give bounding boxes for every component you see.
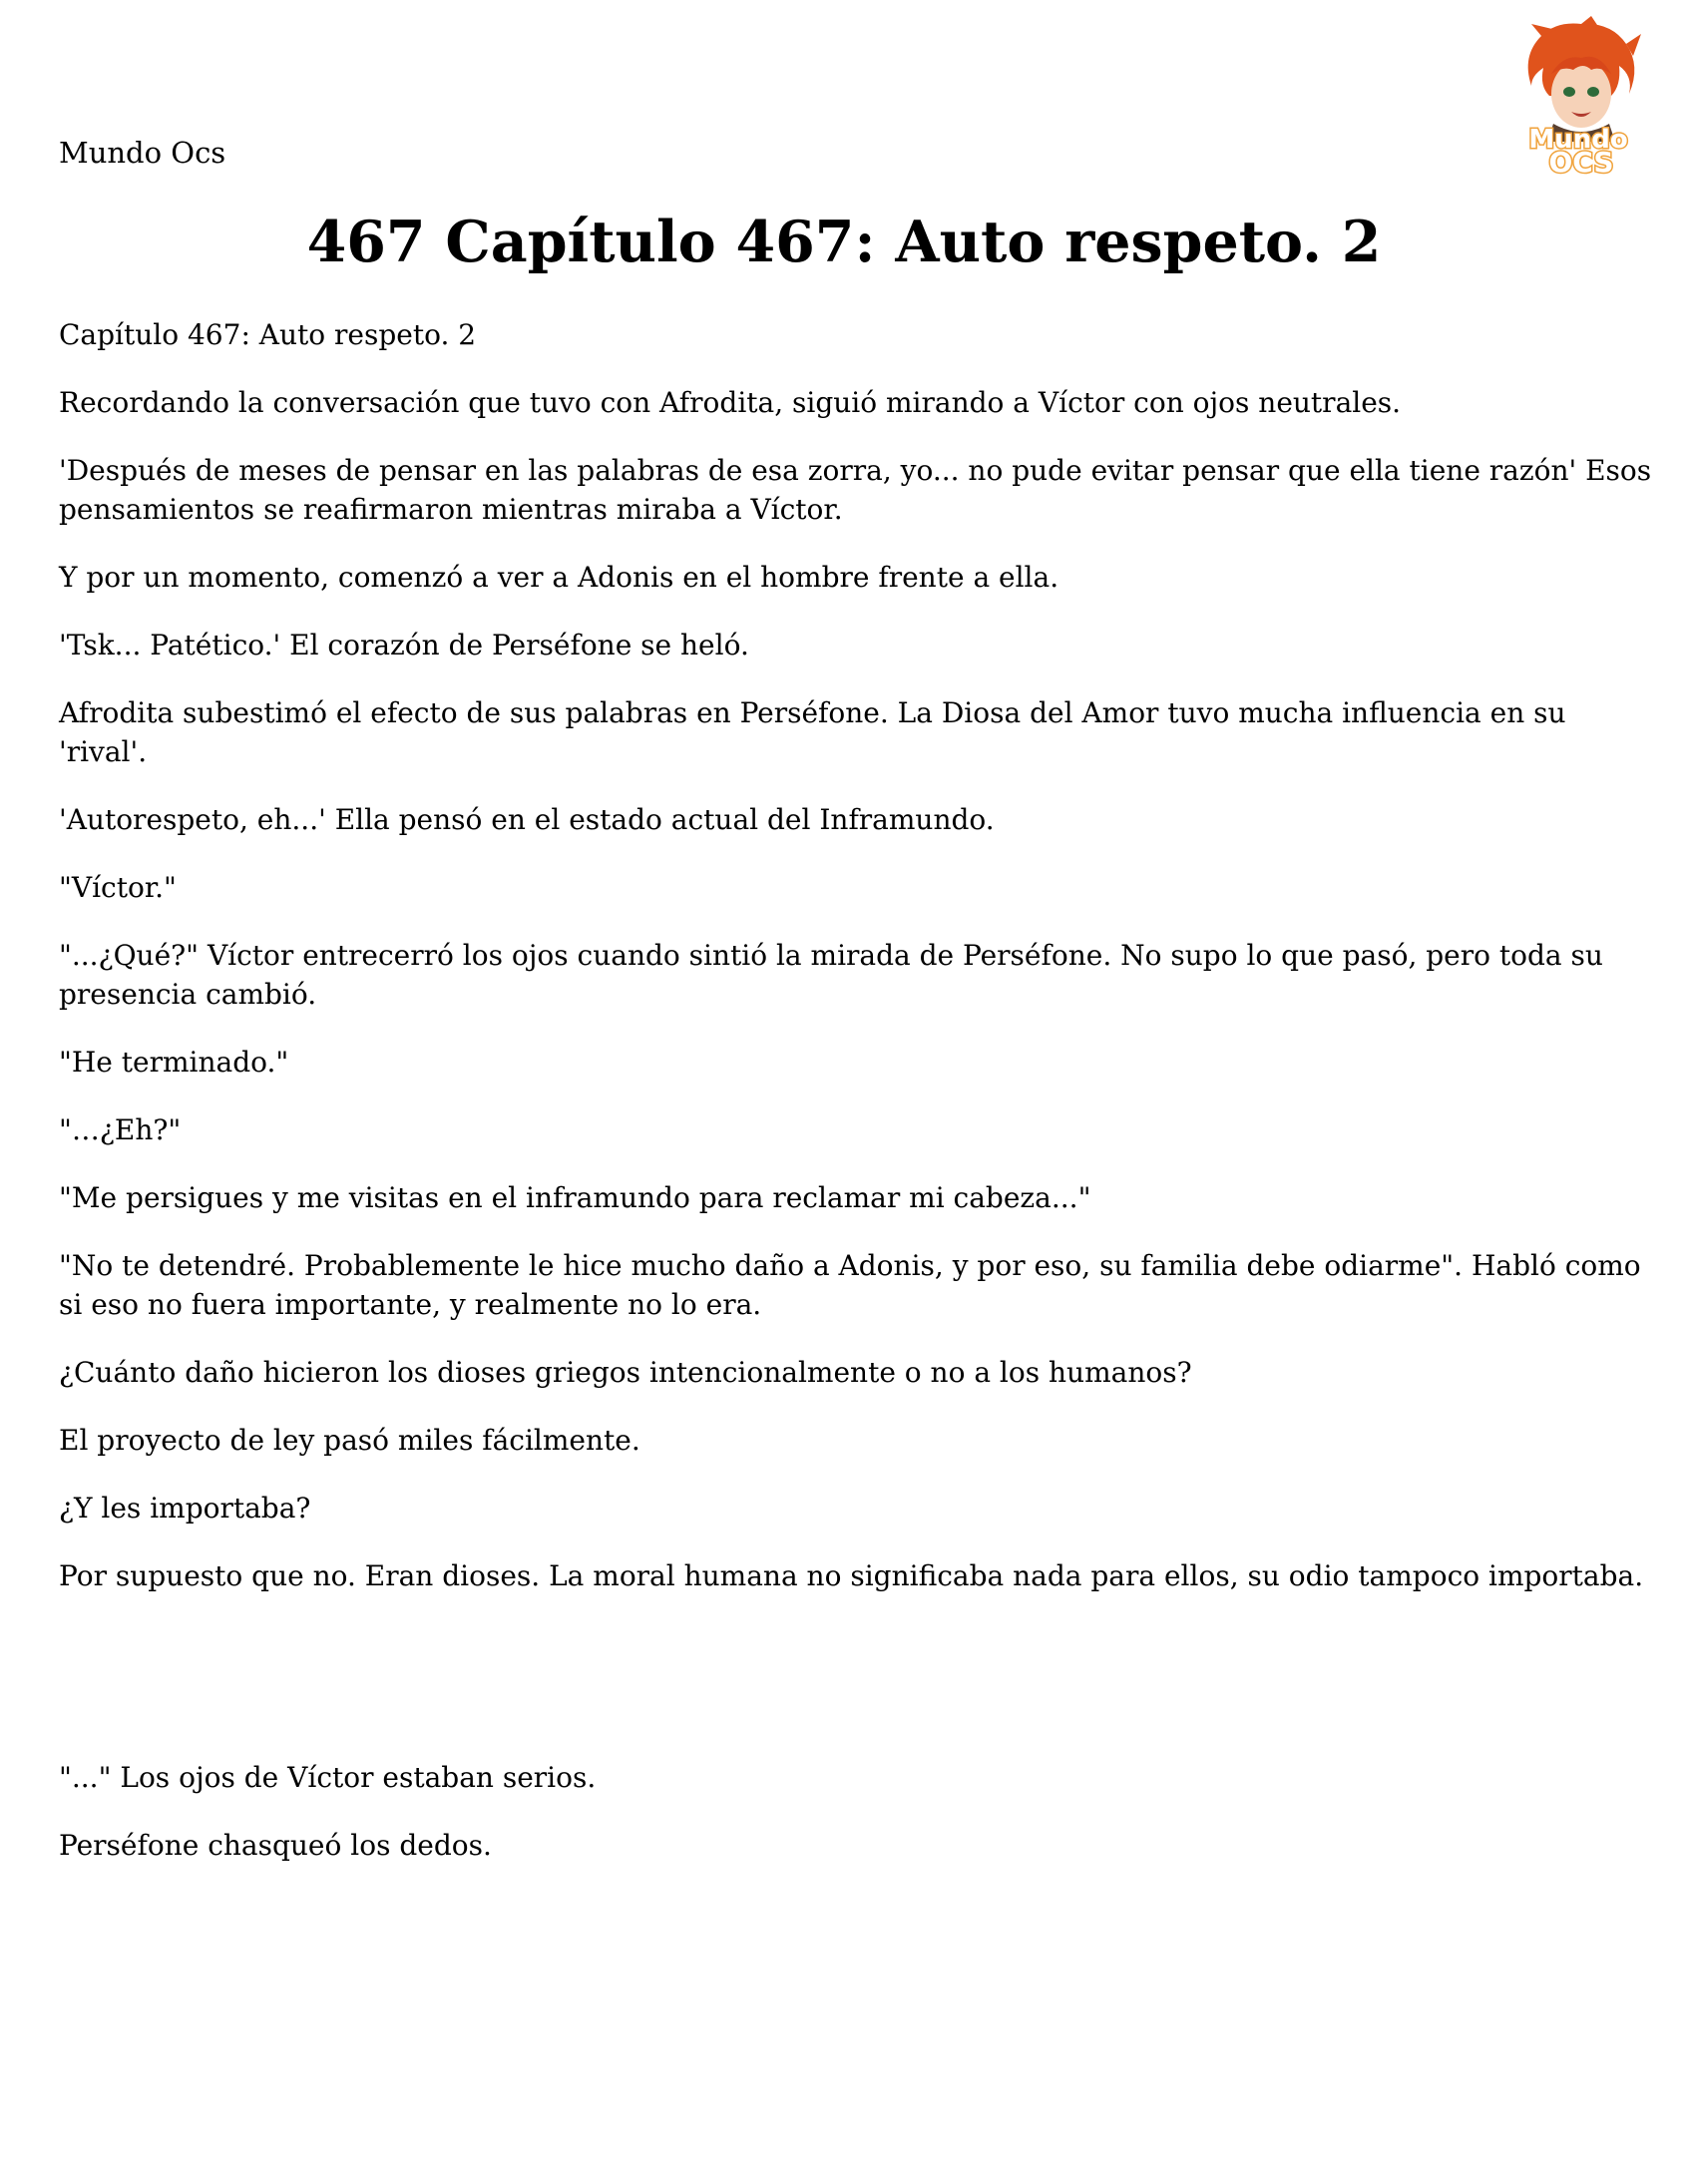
- paragraph: 'Autorespeto, eh...' Ella pensó en el estado actual del Inframundo.: [59, 803, 995, 836]
- paragraph: ¿Y les importaba?: [59, 1492, 311, 1525]
- paragraph: Por supuesto que no. Eran dioses. La moral humana no significaba nada para ellos, su odio tampoco importaba.: [59, 1559, 1644, 1592]
- paragraph: 'Después de meses de pensar en las palabras de esa zorra, yo... no pude evitar pensar que ella tiene razón' Esos pensamientos se reafirmaron mientras miraba a Víctor.: [59, 454, 1652, 526]
- paragraph: "...¿Qué?" Víctor entrecerró los ojos cuando sintió la mirada de Perséfone. No supo lo que pasó, pero toda su presencia cambió.: [59, 939, 1603, 1011]
- paragraph: Perséfone chasqueó los dedos.: [59, 1829, 492, 1862]
- paragraph: "Víctor.": [59, 871, 177, 904]
- logo-text-top: Mundo: [1528, 125, 1628, 155]
- paragraph: ¿Cuánto daño hicieron los dioses griegos intencionalmente o no a los humanos?: [59, 1356, 1192, 1389]
- logo-text-bottom: OCS: [1548, 146, 1614, 178]
- paragraph: Y por un momento, comenzó a ver a Adonis en el hombre frente a ella.: [59, 561, 1059, 594]
- paragraph: "Me persigues y me visitas en el inframundo para reclamar mi cabeza...": [59, 1181, 1091, 1214]
- paragraph: "..." Los ojos de Víctor estaban serios.: [59, 1761, 597, 1794]
- paragraph: "…¿Eh?": [59, 1113, 182, 1146]
- paragraph: El proyecto de ley pasó miles fácilmente.: [59, 1424, 640, 1457]
- paragraph: Capítulo 467: Auto respeto. 2: [59, 318, 477, 351]
- paragraph: Afrodita subestimó el efecto de sus palabras en Perséfone. La Diosa del Amor tuvo mucha influencia en su 'rival'.: [59, 696, 1566, 768]
- chapter-title: 467 Capítulo 467: Auto respeto. 2: [306, 209, 1382, 275]
- paragraph: Recordando la conversación que tuvo con Afrodita, siguió mirando a Víctor con ojos neutrales.: [59, 386, 1402, 419]
- paragraph: "He terminado.": [59, 1046, 289, 1079]
- paragraph: 'Tsk... Patético.' El corazón de Perséfone se heló.: [59, 629, 749, 661]
- mundo-ocs-logo: [1501, 16, 1655, 178]
- site-name: Mundo Ocs: [59, 136, 226, 170]
- paragraph: "No te detendré. Probablemente le hice mucho daño a Adonis, y por eso, su familia debe odiarme". Habló como si eso no fuera importante, y realmente no lo era.: [59, 1249, 1641, 1321]
- section-gap: [59, 1624, 1655, 1758]
- chapter-body: [59, 315, 1655, 1894]
